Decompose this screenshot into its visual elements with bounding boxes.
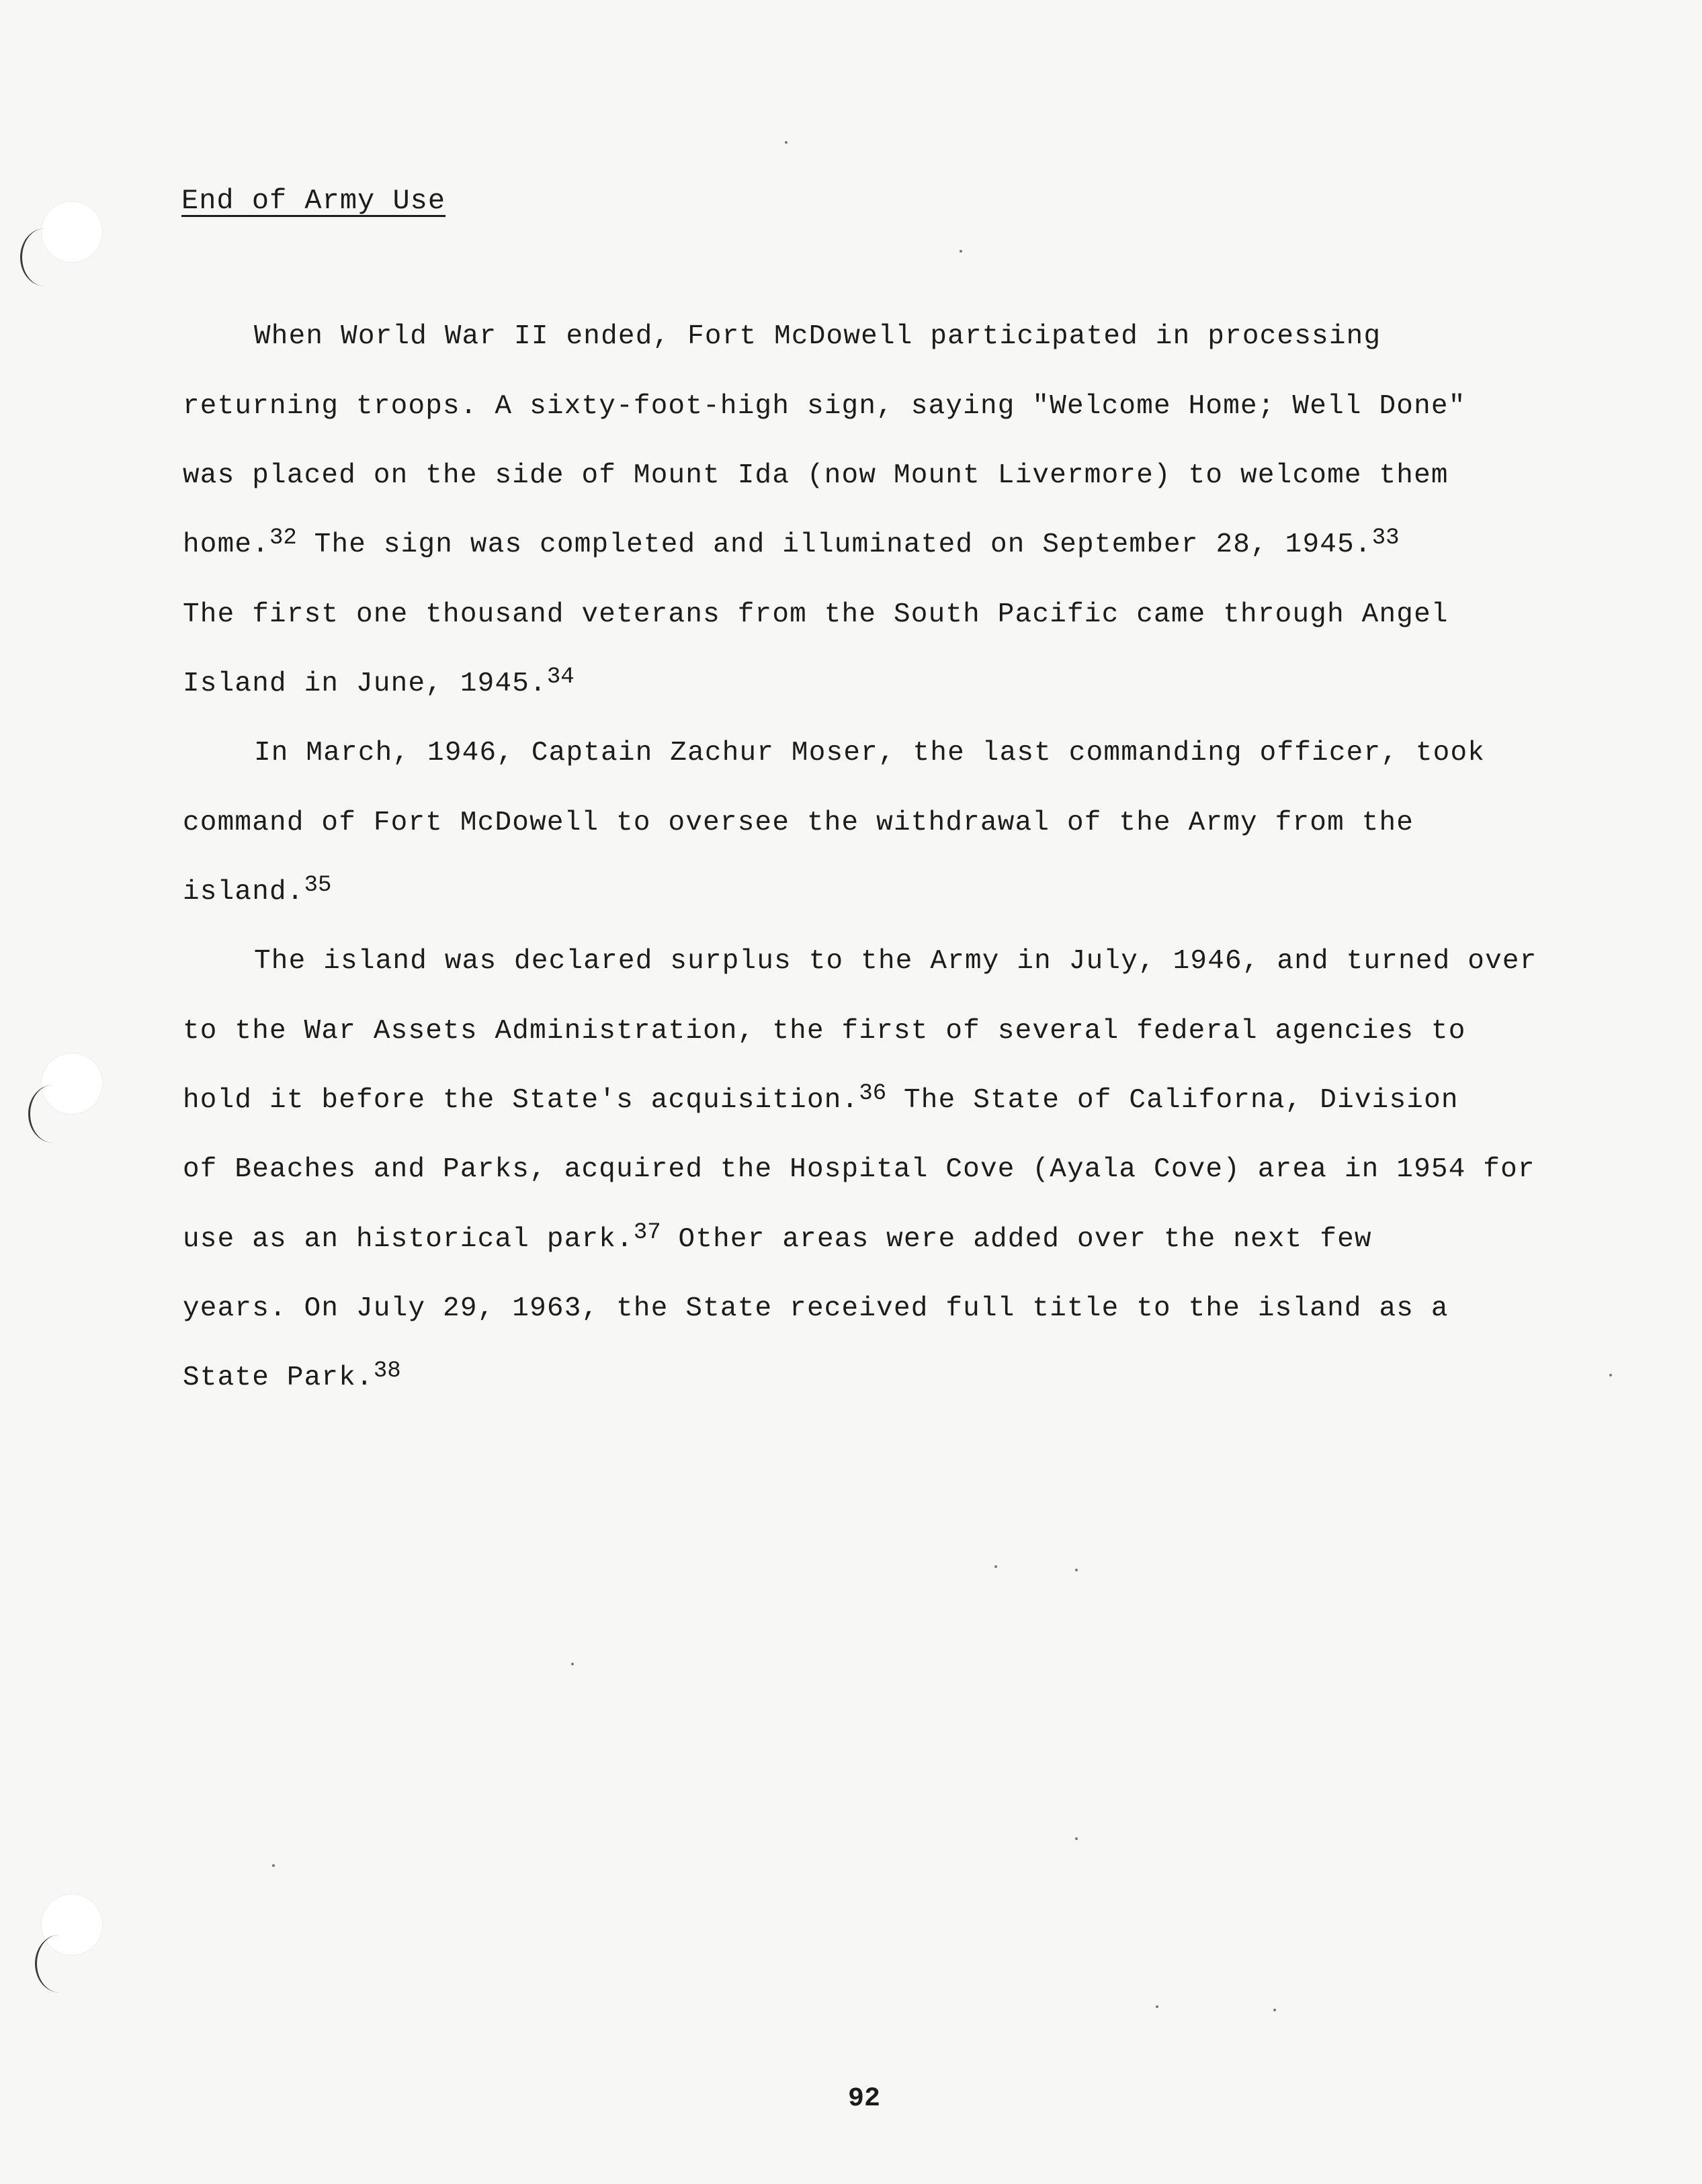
speck — [1609, 1374, 1612, 1377]
footnote-marker: 34 — [546, 664, 575, 690]
text-line: command of Fort McDowell to oversee the withdrawal of the Army from the — [183, 807, 1414, 838]
text-line: use as an historical park.$^{37}$ Other areas were added over the next few — [183, 1220, 1372, 1255]
footnote-marker: 37 — [633, 1220, 661, 1246]
speck — [785, 141, 788, 144]
footnote-marker: 35 — [304, 873, 332, 898]
text-line: The island was declared surplus to the Army in July, 1946, and turned over — [254, 946, 1537, 977]
text-line: of Beaches and Parks, acquired the Hospital Cove (Ayala Cove) area in 1954 for — [183, 1154, 1535, 1185]
text-line: returning troops. A sixty-foot-high sign, saying "Welcome Home; Well Done" — [183, 391, 1466, 422]
text-line: The first one thousand veterans from the South Pacific came through Angel — [183, 599, 1449, 630]
text-line: home.$^{32}$ The sign was completed and illuminated on September 28, 1945.33 — [183, 525, 1400, 560]
footnote-marker: 36 — [859, 1081, 887, 1106]
section-heading: End of Army Use — [181, 185, 446, 217]
speck — [272, 1864, 275, 1867]
footnote-marker: 33 — [1371, 525, 1400, 551]
page-number: 92 — [848, 2084, 881, 2114]
speck — [1273, 2009, 1276, 2011]
speck — [994, 1565, 997, 1568]
speck — [571, 1663, 574, 1665]
text-line: island.$^{35}$ — [183, 873, 332, 908]
binder-hole-arc-bottom — [35, 1935, 84, 1993]
speck — [1075, 1569, 1078, 1571]
footnote-marker: 38 — [373, 1358, 401, 1384]
text-line: State Park.$^{38}$ — [183, 1358, 401, 1393]
speck — [1075, 1837, 1078, 1840]
text-line: hold it before the State's acquisition.$^{36}$ The State of Californa, Division — [183, 1081, 1459, 1116]
text-line: Island in June, 1945.34 — [183, 664, 575, 699]
text-line: In March, 1946, Captain Zachur Moser, the last commanding officer, took — [254, 738, 1486, 769]
footnote-marker: 32 — [269, 525, 297, 551]
text-line: When World War II ended, Fort McDowell participated in processing — [254, 321, 1381, 352]
speck — [960, 250, 962, 253]
binder-hole-arc-middle — [28, 1085, 77, 1143]
text-line: was placed on the side of Mount Ida (now Mount Livermore) to welcome them — [183, 460, 1449, 491]
text-line: years. On July 29, 1963, the State received full title to the island as a — [183, 1293, 1449, 1324]
speck — [1156, 2005, 1158, 2008]
binder-hole-arc-top — [20, 228, 69, 286]
text-line: to the War Assets Administration, the first of several federal agencies to — [183, 1016, 1466, 1047]
